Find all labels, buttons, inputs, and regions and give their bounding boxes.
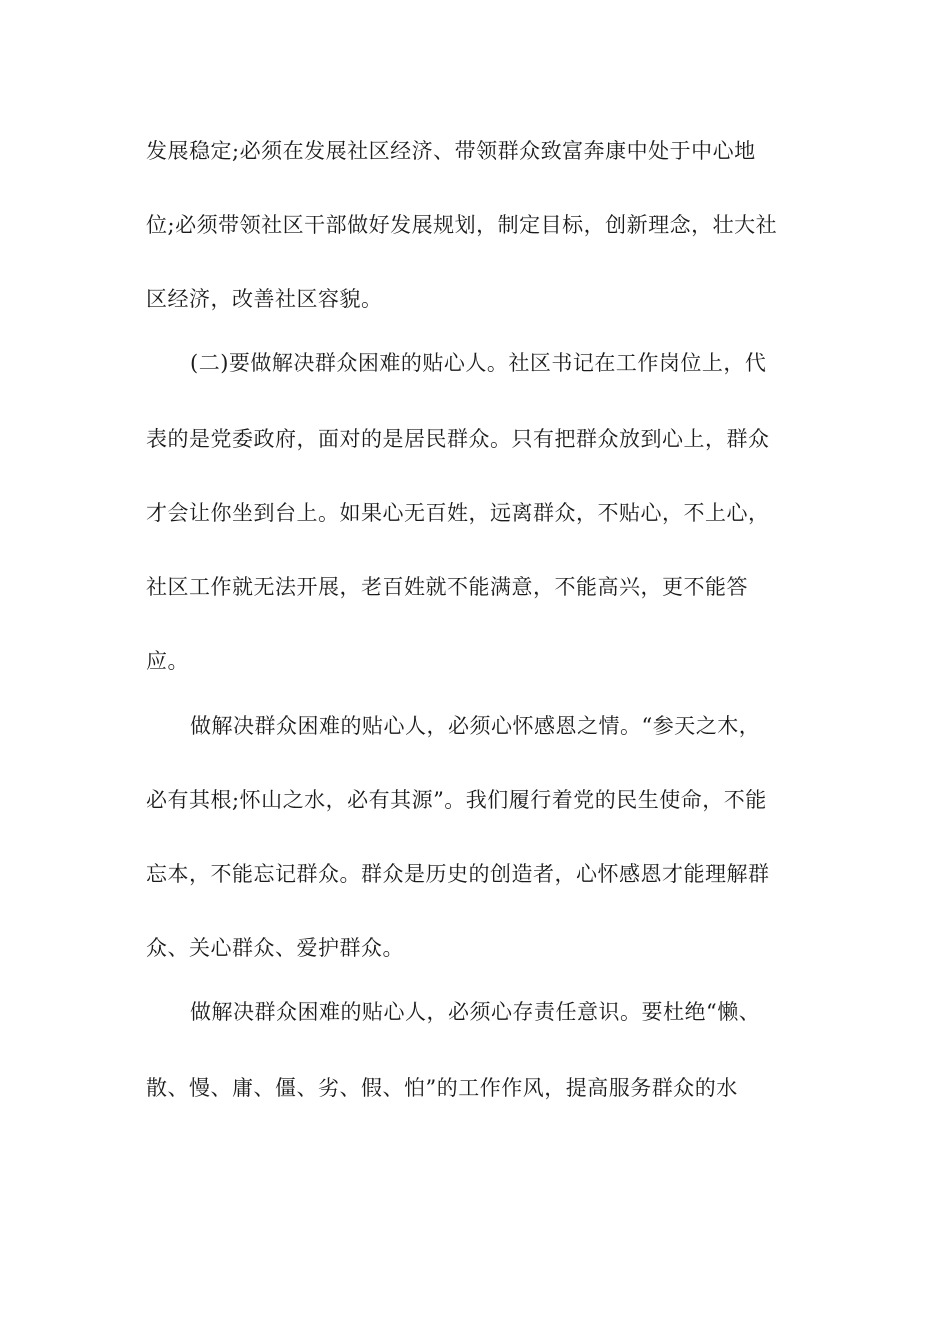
text-line: 应。: [146, 649, 189, 673]
text-line: 区经济，改善社区容貌。: [146, 287, 383, 311]
text-line: 位;必须带领社区干部做好发展规划，制定目标，创新理念，壮大社: [146, 213, 778, 237]
text-line: 必有其根;怀山之水，必有其源”。我们履行着党的民生使命，不能: [146, 788, 767, 812]
text-line: 发展稳定;必须在发展社区经济、带领群众致富奔康中处于中心地: [146, 139, 756, 163]
text-line: 散、慢、庸、僵、劣、假、怕”的工作作风，提高服务群众的水: [146, 1076, 738, 1100]
paragraph-start-line: (二)要做解决群众困难的贴心人。社区书记在工作岗位上，代: [190, 351, 767, 375]
text-line: 表的是党委政府，面对的是居民群众。只有把群众放到心上，群众: [146, 427, 770, 451]
text-line: 众、关心群众、爱护群众。: [146, 936, 404, 960]
paragraph-start-line: 做解决群众困难的贴心人，必须心存责任意识。要杜绝“懒、: [190, 1000, 761, 1024]
text-line: 社区工作就无法开展，老百姓就不能满意，不能高兴，更不能答: [146, 575, 748, 599]
text-line: 忘本，不能忘记群众。群众是历史的创造者，心怀感恩才能理解群: [146, 862, 770, 886]
paragraph-start-line: 做解决群众困难的贴心人，必须心怀感恩之情。“参天之木，: [190, 714, 761, 738]
text-line: 才会让你坐到台上。如果心无百姓，远离群众，不贴心，不上心，: [146, 501, 770, 525]
